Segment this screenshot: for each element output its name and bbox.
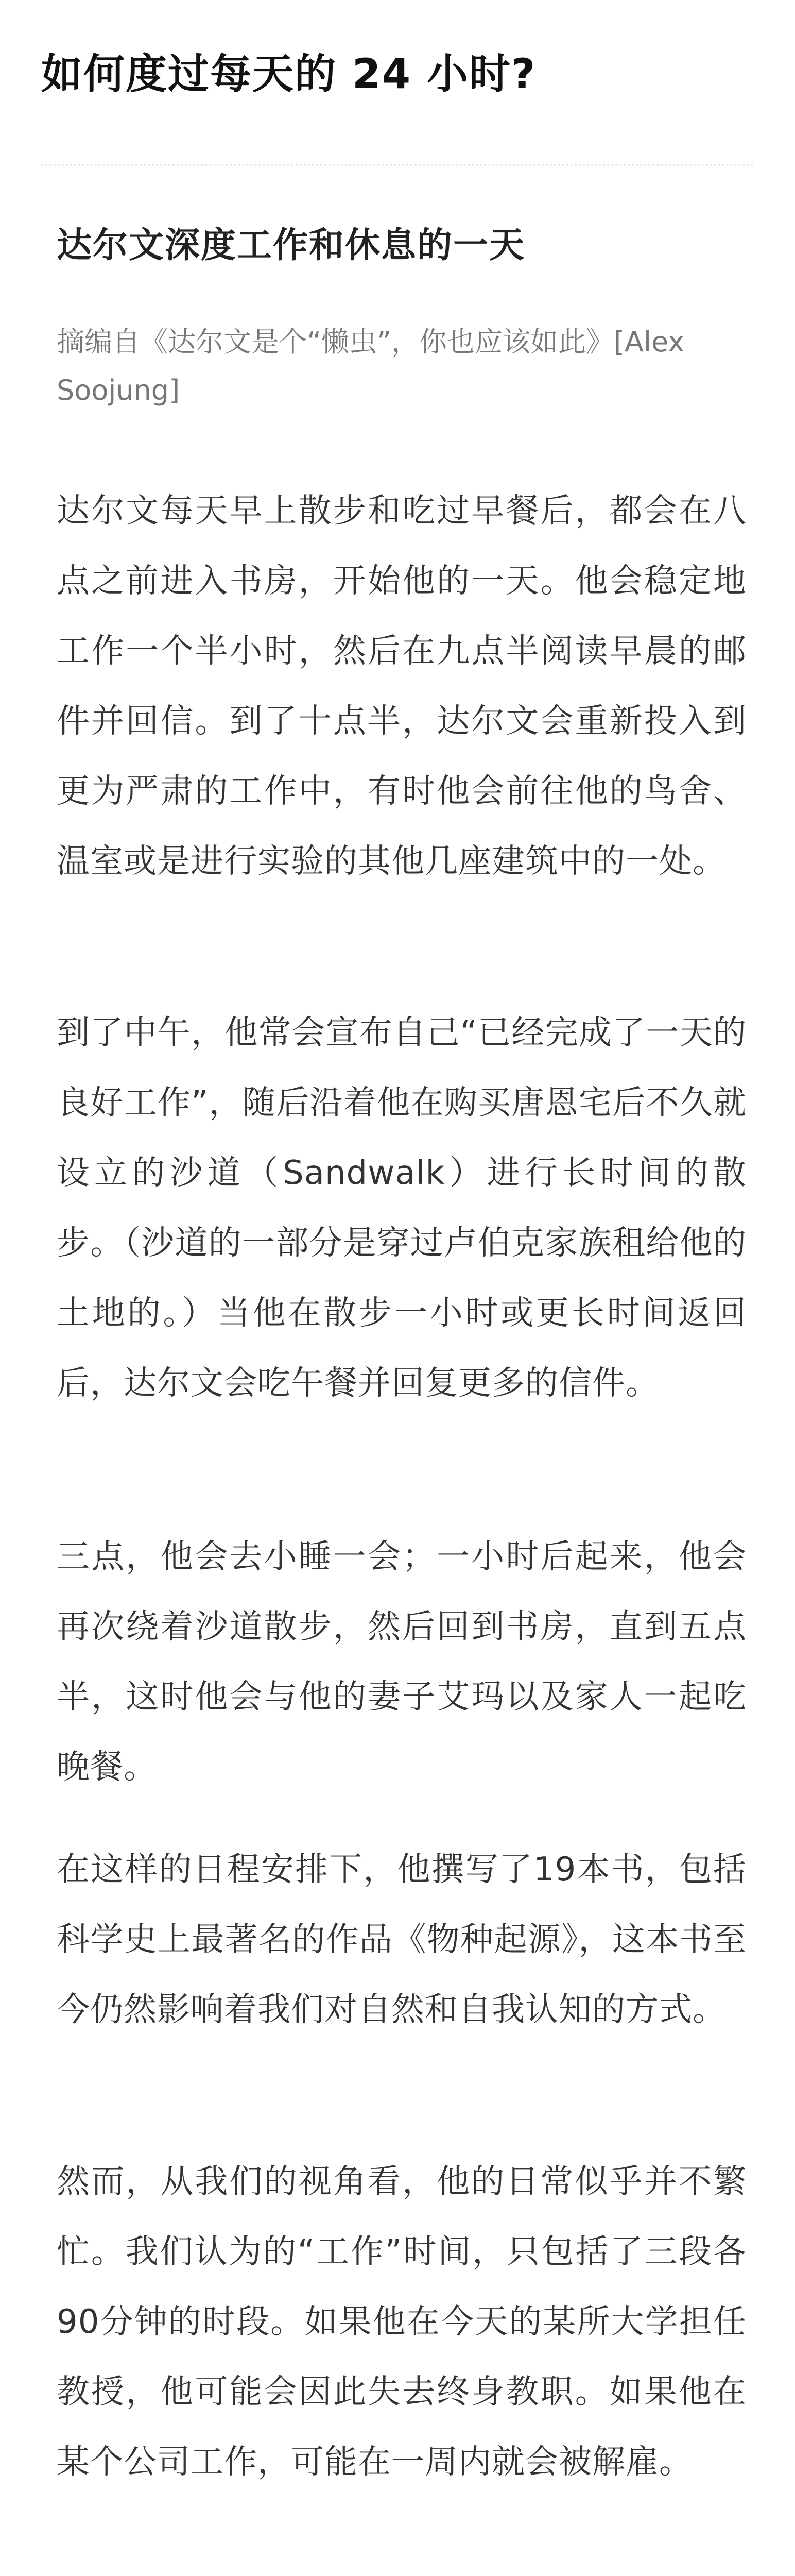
paragraph-1: 达尔文每天早上散步和吃过早餐后，都会在八点之前进入书房，开始他的一天。他会稳定地工作一个半小时，然后在九点半阅读早晨的邮件并回信。到了十点半，达尔文会重新投入到更为严肃的工作中，有时他会前往他的鸟舍、温室或是进行实验的其他几座建筑中的一处。	[57, 492, 747, 880]
paragraph-3: 三点，他会去小睡一会；一小时后起来，他会再次绕着沙道散步，然后回到书房，直到五点半，这时他会与他的妻子艾玛以及家人一起吃晚餐。	[57, 1538, 747, 1786]
paragraph-2: 到了中午，他常会宣布自己“已经完成了一天的良好工作”，随后沿着他在购买唐恩宅后不久就设立的沙道（Sandwalk）进行长时间的散步。（沙道的一部分是穿过卢伯克家族租给他的土地的。）当他在散步一小时或更长时间返回后，达尔文会吃午餐并回复更多的信件。	[57, 1014, 747, 1402]
divider	[41, 164, 754, 166]
paragraph-4: 在这样的日程安排下，他撰写了19本书，包括科学史上最著名的作品《物种起源》，这本书至今仍然影响着我们对自然和自我认知的方式。	[57, 1851, 747, 2029]
page-title: 如何度过每天的 24 小时?	[41, 50, 537, 98]
excerpt-source: 摘编自《达尔文是个“懒虫”，你也应该如此》[Alex Soojung]	[57, 326, 685, 406]
paragraph-5: 然而，从我们的视角看，他的日常似乎并不繁忙。我们认为的“工作”时间，只包括了三段各90分钟的时段。如果他在今天的某所大学担任教授，他可能会因此失去终身教职。如果他在某个公司工作，可能在一周内就会被解雇。	[57, 2163, 747, 2481]
article-title: 达尔文深度工作和休息的一天	[57, 225, 526, 266]
